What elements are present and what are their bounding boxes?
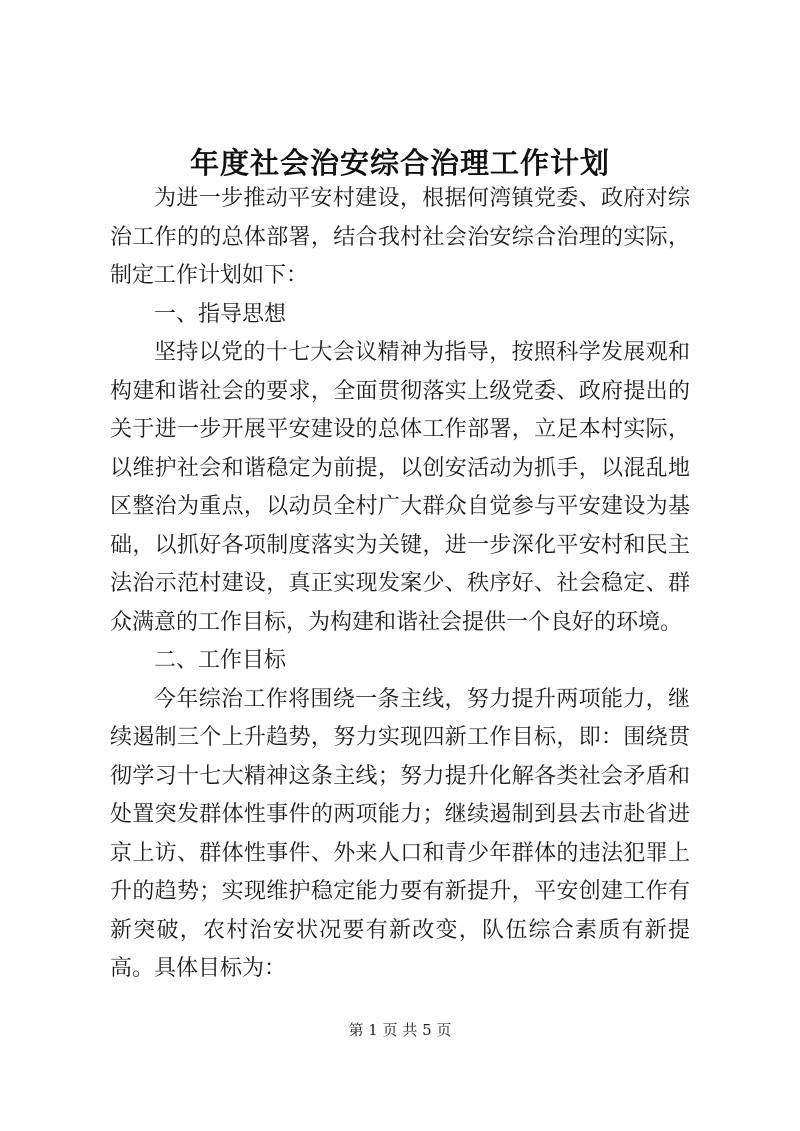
section-body-guiding-ideology: 坚持以党的十七大会议精神为指导，按照科学发展观和构建和谐社会的要求，全面贯彻落实上级党委、政府提出的关于进一步开展平安建设的总体工作部署，立足本村实际，以维护社会和谐稳定为前提，以创安活动为抓手，以混乱地区整治为重点，以动员全村广大群众自觉参与平安建设为基础，以抓好各项制度落实为关键，进一步深化平安村和民主法治示范村建设，真正实现发案少、秩序好、社会稳定、群众满意的工作目标，为构建和谐社会提供一个良好的环境。	[110, 340, 690, 635]
page-number-footer: 第 1 页 共 5 页	[348, 1021, 452, 1039]
intro-paragraph: 为进一步推动平安村建设，根据何湾镇党委、政府对综治工作的的总体部署，结合我村社会治安综合治理的实际，制定工作计划如下：	[110, 186, 690, 288]
document-body	[110, 180, 690, 989]
section-body-work-goals: 今年综治工作将围绕一条主线，努力提升两项能力，继续遏制三个上升趋势，努力实现四新工作目标，即：围绕贯彻学习十七大精神这条主线；努力提升化解各类社会矛盾和处置突发群体性事件的两项能力；继续遏制到县去市赴省进京上访、群体性事件、外来人口和青少年群体的违法犯罪上升的趋势；实现维护稳定能力要有新提升，平安创建工作有新突破，农村治安状况要有新改变，队伍综合素质有新提高。具体目标为：	[110, 686, 690, 981]
section-heading-work-goals: 二、工作目标	[154, 648, 287, 673]
section-heading-guiding-ideology: 一、指导思想	[154, 301, 287, 327]
document-title: 年度社会治安综合治理工作计划	[189, 146, 610, 180]
